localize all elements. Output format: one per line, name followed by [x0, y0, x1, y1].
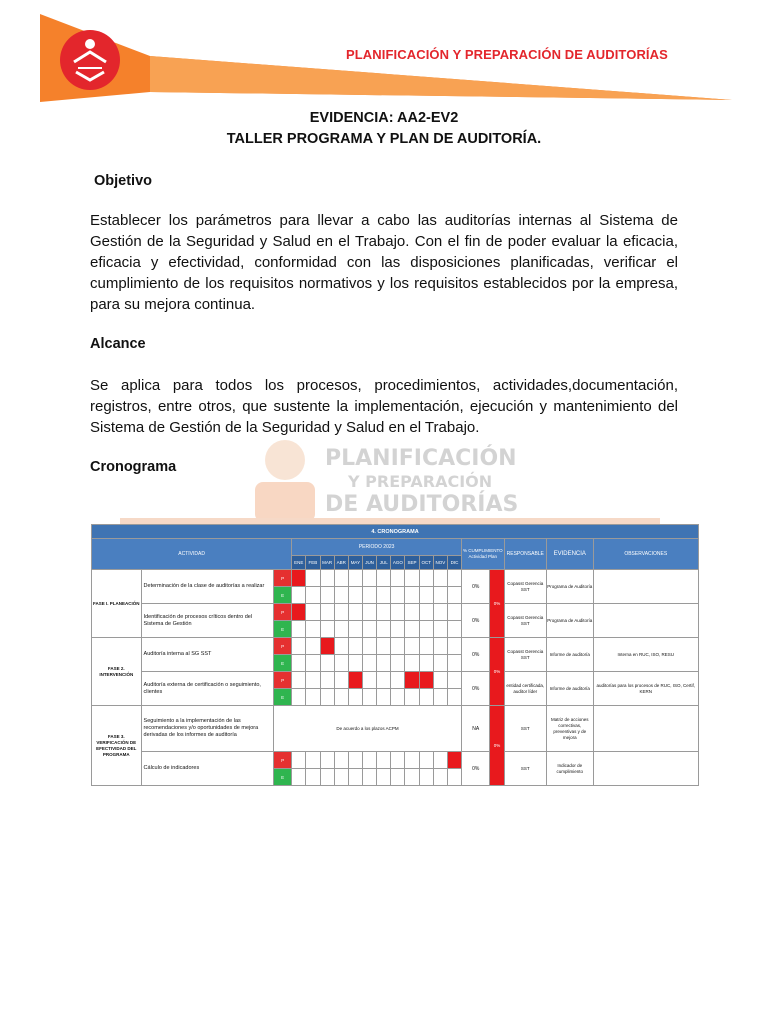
evidence-title: EVIDENCIA: AA2-EV2	[309, 110, 459, 126]
document-subtitle: TALLER PROGRAMA Y PLAN DE AUDITORÍA.	[226, 131, 542, 147]
cronograma-heading: Cronograma	[90, 459, 177, 475]
phase-label: FASE 2. INTERVENCIÓN	[92, 638, 142, 706]
sena-logo	[48, 22, 132, 102]
activity-name: Determinación de la clase de auditorías a realizar	[141, 570, 273, 604]
alcance-paragraph: Se aplica para todos los procesos, procedimientos, actividades,documentación, registros, entre otros, que sustente la implementación, ejecución y mantenimiento del Sistema de Gestión de la Seguridad y Salud en el Trabajo.	[90, 377, 678, 436]
month-header: JUN	[362, 555, 376, 569]
table-row: FASE 2. INTERVENCIÓN Auditoría interna al SG SST P 0% 0% Copasst Gerencia SST Informe de auditoría Interna en RUC, ISO, RESU	[92, 638, 699, 655]
phase-pct: 0%	[490, 638, 504, 706]
col-evidencia: EVIDENCIA	[547, 539, 594, 570]
month-header: NOV	[433, 555, 447, 569]
col-periodo: PERIODO 2023	[292, 539, 462, 556]
cronograma-table: 4. CRONOGRAMA ACTIVIDAD PERIODO 2023 % CUMPLIMIENTO Actividad Plan RESPONSABLE EVIDENCIA OBSERVACIONES ENE FEB MAR ABR MAY JUN JUL AGO SEP OCT NOV DIC FASE I. PLANEACIÓN Determinación de la clase de auditorías a realizar P 0% 0% Copasst Gerencia SST Programa de Auditoría E Identificación de procesos críticos dentro del Sistema de Gestión P 0% Copasst Gerencia SST Programa de Auditoría E FASE 2. INTERVENCIÓN Auditoría interna al SG SST P 0% 0% Copasst Gerencia SST Informe de auditoría Interna en RUC, ISO, RESU E Auditoría externa de certificación o seguimiento, clientes P 0% entidad certificada, auditor líder Informe de auditoría auditorías para los procesos de RUC, ISO, Certif, KERN E FASE 3. VERIFICACIÓN DE EFECTIVIDAD DEL PROGRAMA Seguimiento a la implementación de las recomendaciones y/o oportunidades de mejora derivadas de los informes de auditoría De acuerdo a los plazos ACPM NA 0% SST Matriz de acciones correctivas, preventivas y de mejora Cálculo de indicadores P 0% SST Indicador de cumplimiento E	[91, 524, 699, 786]
watermark: PLANIFICACIÓN Y PREPARACIÓN DE AUDITORÍAS	[120, 420, 660, 530]
month-header: MAY	[348, 555, 362, 569]
month-header: MAR	[320, 555, 334, 569]
table-row: Auditoría externa de certificación o seguimiento, clientes P 0% entidad certificada, auditor líder Informe de auditoría auditorías para los procesos de RUC, ISO, Certif, KERN	[92, 672, 699, 689]
objetivo-paragraph: Establecer los parámetros para llevar a cabo las auditorías internas al Sistema de Gestión de la Seguridad y Salud en el Trabajo. Con el fin de poder evaluar la eficacia, eficacia y efectividad, conformidad con las disposiciones planificadas, verificar el cumplimiento de los requisitos normativos y los requisitos establecidos por la empresa, para su mejora continua.	[90, 212, 678, 313]
col-observaciones: OBSERVACIONES	[593, 539, 698, 570]
month-header: DIC	[447, 555, 461, 569]
activity-name: Auditoría interna al SG SST	[141, 638, 273, 672]
table-title: 4. CRONOGRAMA	[92, 525, 699, 539]
phase-pct: 0%	[490, 570, 504, 638]
col-responsable: RESPONSABLE	[504, 539, 546, 570]
col-pct: % CUMPLIMIENTO Actividad Plan	[462, 539, 504, 570]
table-row: Cálculo de indicadores P 0% SST Indicador de cumplimiento	[92, 752, 699, 769]
month-header: SEP	[405, 555, 419, 569]
month-header: FEB	[306, 555, 320, 569]
month-header: ABR	[334, 555, 348, 569]
phase-label: FASE I. PLANEACIÓN	[92, 570, 142, 638]
table-row: FASE I. PLANEACIÓN Determinación de la clase de auditorías a realizar P 0% 0% Copasst Gerencia SST Programa de Auditoría	[92, 570, 699, 587]
col-actividad: ACTIVIDAD	[92, 539, 292, 570]
month-header: ENE	[292, 555, 306, 569]
objetivo-heading: Objetivo	[94, 173, 153, 189]
phase-label: FASE 3. VERIFICACIÓN DE EFECTIVIDAD DEL PROGRAMA	[92, 706, 142, 786]
activity-name: Cálculo de indicadores	[141, 752, 273, 786]
table-row: Identificación de procesos críticos dentro del Sistema de Gestión P 0% Copasst Gerencia SST Programa de Auditoría	[92, 604, 699, 621]
activity-name: Seguimiento a la implementación de las recomendaciones y/o oportunidades de mejora derivadas de los informes de auditoría	[141, 706, 273, 752]
header-title: PLANIFICACIÓN Y PREPARACIÓN DE AUDITORÍAS	[346, 47, 668, 62]
activity-name: Auditoría externa de certificación o seguimiento, clientes	[141, 672, 273, 706]
activity-name: Identificación de procesos críticos dentro del Sistema de Gestión	[141, 604, 273, 638]
alcance-heading: Alcance	[90, 336, 146, 352]
month-header: JUL	[377, 555, 391, 569]
table-row: FASE 3. VERIFICACIÓN DE EFECTIVIDAD DEL PROGRAMA Seguimiento a la implementación de las recomendaciones y/o oportunidades de mejora derivadas de los informes de auditoría De acuerdo a los plazos ACPM NA 0% SST Matriz de acciones correctivas, preventivas y de mejora	[92, 706, 699, 752]
month-header: OCT	[419, 555, 433, 569]
phase-pct: 0%	[490, 706, 504, 786]
month-header: AGO	[391, 555, 405, 569]
